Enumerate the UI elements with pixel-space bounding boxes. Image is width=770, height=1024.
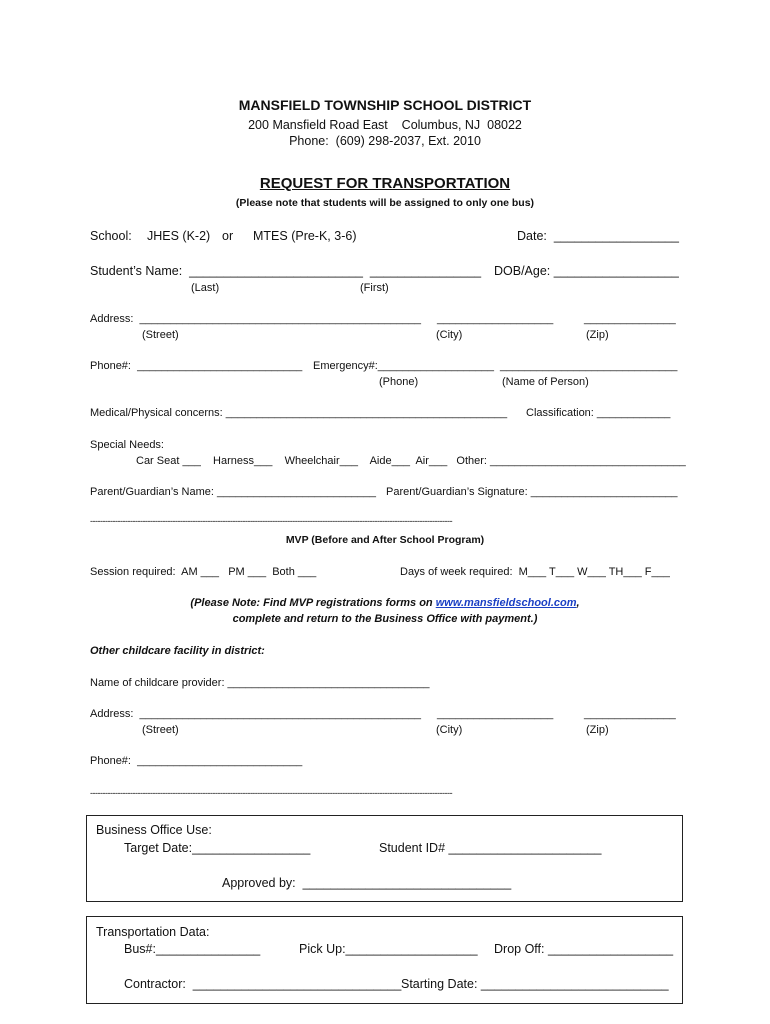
- childcare-city-caption: (City): [436, 724, 463, 736]
- childcare-provider-field[interactable]: Name of childcare provider: _________________________________: [90, 677, 430, 689]
- district-phone: Phone: (609) 298-2037, Ext. 2010: [289, 134, 481, 148]
- street-caption: (Street): [142, 329, 179, 341]
- student-name-field[interactable]: Student’s Name: _________________________ ________________: [90, 264, 482, 278]
- special-needs-options[interactable]: Car Seat ___ Harness___ Wheelchair___ Aide___ Air___ Other: ________________________________: [136, 455, 686, 467]
- guardian-signature-field[interactable]: Parent/Guardian’s Signature: ________________________: [386, 486, 678, 498]
- pick-up-field[interactable]: Pick Up:___________________: [299, 942, 478, 956]
- city-caption: (City): [436, 329, 463, 341]
- childcare-street-field[interactable]: Address: ______________________________________________: [90, 708, 421, 720]
- emergency-person-field[interactable]: _____________________________: [500, 360, 678, 372]
- mvp-note-line2: complete and return to the Business Office with payment.): [232, 613, 538, 625]
- drop-off-field[interactable]: Drop Off: __________________: [494, 942, 674, 956]
- medical-concerns-field[interactable]: Medical/Physical concerns: ______________________________________________: [90, 407, 508, 419]
- section-divider: -------------------------------------------------------------------------------------------------------------------------------------------------: [90, 516, 453, 526]
- zip-caption: (Zip): [586, 329, 609, 341]
- date-field[interactable]: Date: __________________: [517, 229, 679, 243]
- dob-age-field[interactable]: DOB/Age: __________________: [494, 264, 679, 278]
- first-caption: (First): [360, 282, 389, 294]
- phone-field[interactable]: Phone#: ___________________________: [90, 360, 303, 372]
- childcare-zip-field[interactable]: _______________: [584, 708, 676, 720]
- contractor-field[interactable]: Contractor: ______________________________: [124, 977, 402, 991]
- address-city-field[interactable]: ___________________: [437, 313, 554, 325]
- section-divider-2: -------------------------------------------------------------------------------------------------------------------------------------------------: [90, 788, 453, 798]
- approved-by-field[interactable]: Approved by: ______________________________: [222, 876, 512, 890]
- address-street-field[interactable]: Address: ______________________________________________: [90, 313, 421, 325]
- guardian-name-field[interactable]: Parent/Guardian’s Name: __________________________: [90, 486, 377, 498]
- form-note: (Please note that students will be assigned to only one bus): [235, 197, 535, 209]
- classification-field[interactable]: Classification: ____________: [526, 407, 671, 419]
- mvp-note: (Please Note: Find MVP registrations forms on www.mansfieldschool.com,: [190, 597, 580, 609]
- starting-date-field[interactable]: Starting Date: ___________________________: [401, 977, 669, 991]
- phone-caption: (Phone): [379, 376, 419, 388]
- childcare-city-field[interactable]: ___________________: [437, 708, 554, 720]
- transportation-heading: Transportation Data:: [96, 925, 210, 939]
- student-id-field[interactable]: Student ID# ______________________: [379, 841, 602, 855]
- form-title: REQUEST FOR TRANSPORTATION: [259, 175, 511, 192]
- childcare-zip-caption: (Zip): [586, 724, 609, 736]
- target-date-field[interactable]: Target Date:_________________: [124, 841, 311, 855]
- emergency-phone-field[interactable]: Emergency#:___________________: [313, 360, 495, 372]
- bus-number-field[interactable]: Bus#:_______________: [124, 942, 261, 956]
- last-caption: (Last): [191, 282, 220, 294]
- school-label: School:: [90, 229, 132, 243]
- childcare-phone-field[interactable]: Phone#: ___________________________: [90, 755, 303, 767]
- address-zip-field[interactable]: _______________: [584, 313, 676, 325]
- mvp-session-field[interactable]: Session required: AM ___ PM ___ Both ___: [90, 566, 317, 578]
- school-option-mtes[interactable]: MTES (Pre-K, 3-6): [253, 229, 357, 243]
- other-childcare-heading: Other childcare facility in district:: [90, 645, 265, 657]
- person-caption: (Name of Person): [502, 376, 589, 388]
- special-needs-label: Special Needs:: [90, 439, 164, 451]
- school-or: or: [222, 229, 234, 243]
- district-address: 200 Mansfield Road East Columbus, NJ 08022: [248, 118, 522, 132]
- mvp-days-field[interactable]: Days of week required: M___ T___ W___ TH___ F___: [400, 566, 670, 578]
- school-option-jhes[interactable]: JHES (K-2): [147, 229, 211, 243]
- business-office-heading: Business Office Use:: [96, 823, 212, 837]
- mvp-title: MVP (Before and After School Program): [285, 534, 485, 546]
- mvp-website-link[interactable]: www.mansfieldschool.com: [435, 597, 577, 609]
- childcare-street-caption: (Street): [142, 724, 179, 736]
- district-name: MANSFIELD TOWNSHIP SCHOOL DISTRICT: [238, 97, 532, 113]
